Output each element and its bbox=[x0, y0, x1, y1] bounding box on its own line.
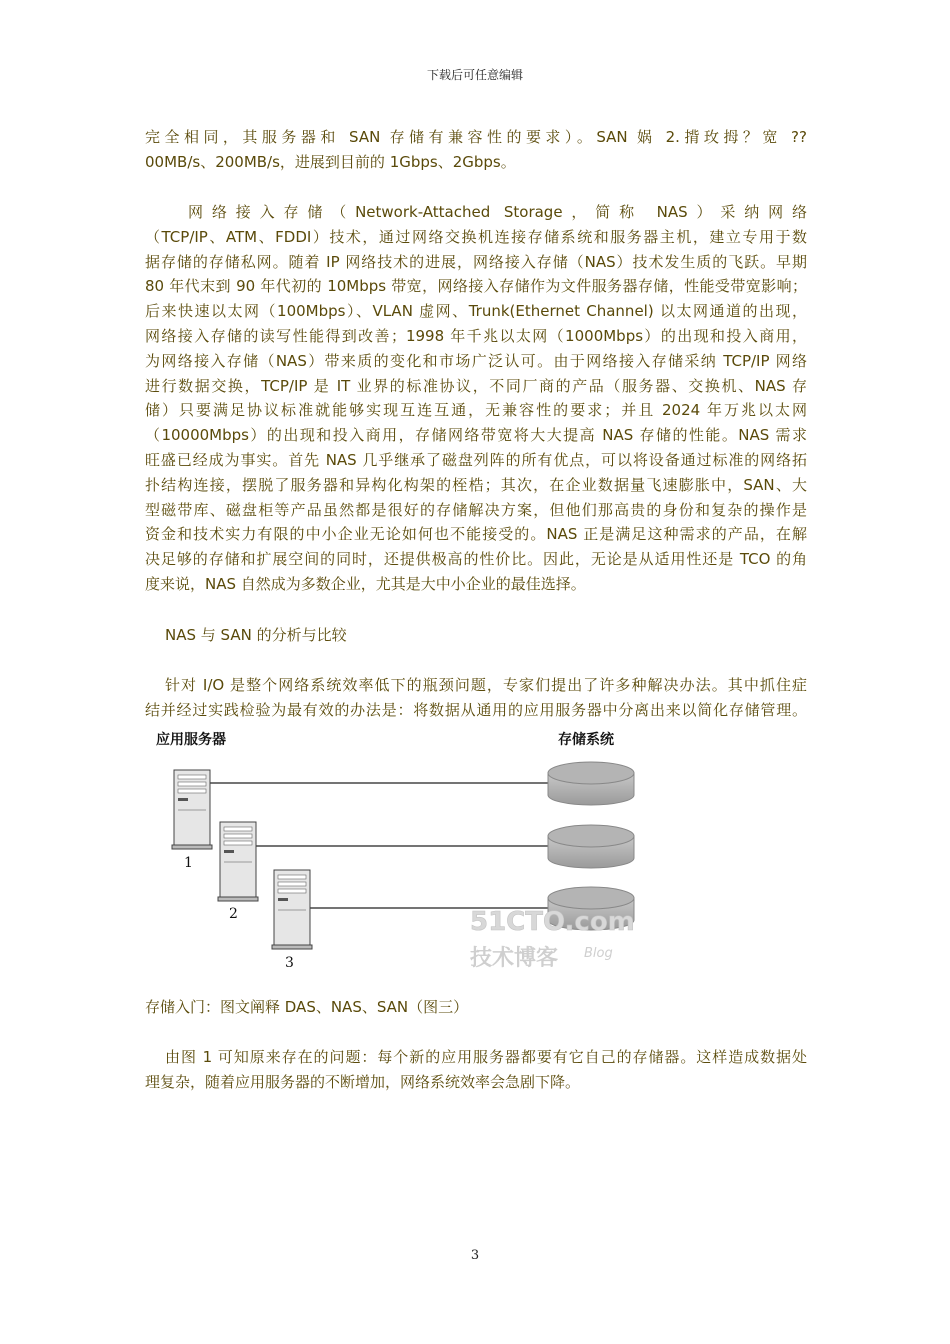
text-line: 扑结构连接，摆脱了服务器和异构化构架的桎梏；其次，在企业数据量飞速膨胀中，SAN、大 bbox=[145, 475, 807, 494]
text-line: 结并经过实践检验为最有效的办法是：将数据从通用的应用服务器中分离出来以简化存储管理。 bbox=[145, 700, 807, 719]
paragraph-san-bandwidth bbox=[145, 125, 807, 175]
text-line: 80 年代末到 90 年代初的 10Mbps 带宽，网络接入存储作为文件服务器存储，性能受带宽影响； bbox=[145, 277, 807, 296]
text-line: （10000Mbps）的出现和投入商用，存储网络带宽将大大提高 NAS 存储的性能。NAS 需求 bbox=[145, 426, 807, 445]
server-tower-1 bbox=[172, 770, 212, 849]
paragraph-figure-explanation bbox=[145, 1045, 807, 1095]
text-line: 进行数据交换，TCP/IP 是 IT 业界的标准协议，不同厂商的产品（服务器、交换机、NAS 存 bbox=[145, 376, 807, 395]
storage-disk-2 bbox=[548, 825, 634, 868]
server-label: 应用服务器 bbox=[156, 732, 226, 748]
watermark-main: 51CTO.com bbox=[470, 907, 635, 937]
section-heading: NAS 与 SAN 的分析与比较 bbox=[165, 626, 347, 644]
text-line: 储）只要满足协议标准就能够实现互连互通，无兼容性的要求；并且 2024 年万兆以太网 bbox=[145, 401, 807, 420]
server-tower-2 bbox=[218, 822, 258, 901]
text-line: 后来快速以太网（100Mbps）、VLAN 虚网、Trunk(Ethernet Channel) 以太网通道的出现， bbox=[145, 302, 807, 321]
watermark-blog: Blog bbox=[584, 946, 613, 961]
text-line: 型磁带库、磁盘柜等产品虽然都是很好的存储解决方案，但他们那高贵的身份和复杂的操作是 bbox=[145, 500, 807, 519]
page-number: 3 bbox=[470, 1248, 480, 1263]
server-number-1: 1 bbox=[184, 855, 193, 871]
watermark-sub: 技术博客 bbox=[470, 946, 559, 971]
text-line: （TCP/IP、ATM、FDDI）技术，通过网络交换机连接存储系统和服务器主机，建立专用于数 bbox=[145, 227, 807, 246]
server-tower-3 bbox=[272, 870, 312, 949]
text-line: 网络接入存储（Network-Attached Storage，简称 NAS）采纳网络 bbox=[188, 203, 807, 221]
text-line: 旺盛已经成为事实。首先 NAS 几乎继承了磁盘列阵的所有优点，可以将设备通过标准的网络拓 bbox=[145, 450, 807, 469]
text-line: 决足够的存储和扩展空间的同时，还提供极高的性价比。因此，无论是从适用性还是 TCO 的角 bbox=[145, 550, 807, 569]
text-line: 度来说，NAS 自然成为多数企业，尤其是大中小企业的最佳选择。 bbox=[145, 574, 586, 593]
das-diagram bbox=[148, 725, 648, 980]
paragraph-nas-intro bbox=[145, 200, 807, 597]
text-line: 网络接入存储的读写性能得到改善；1998 年千兆以太网（1000Mbps）的出现和投入商用， bbox=[145, 326, 807, 345]
text-line: 00MB/s、200MB/s，进展到目前的 1Gbps、2Gbps。 bbox=[145, 152, 516, 171]
text-line: 针对 I/O 是整个网络系统效率低下的瓶颈问题，专家们提出了许多种解决办法。其中抓住症 bbox=[165, 676, 807, 694]
diagram-graphics bbox=[148, 725, 648, 980]
text-line: 理复杂，随着应用服务器的不断增加，网络系统效率会急剧下降。 bbox=[145, 1072, 581, 1091]
paragraph-io-bottleneck bbox=[145, 673, 807, 723]
text-line: 为网络接入存储（NAS）带来质的变化和市场广泛认可。由于网络接入存储采纳 TCP/IP 网络 bbox=[145, 351, 807, 370]
text-line: 完全相同，其服务器和 SAN 存储有兼容性的要求）。SAN 娲 2.揹玫拇？宽 ?? bbox=[145, 128, 807, 146]
server-number-3: 3 bbox=[285, 955, 294, 971]
text-line: 据存储的存储私网。随着 IP 网络技术的进展，网络接入存储（NAS）技术发生质的飞跃。早期 bbox=[145, 252, 807, 271]
storage-label: 存储系统 bbox=[558, 732, 614, 748]
text-line: 资金和技术实力有限的中小企业无论如何也不能接受的。NAS 正是满足这种需求的产品，在解 bbox=[145, 525, 807, 544]
server-number-2: 2 bbox=[229, 906, 238, 922]
figure-caption: 存储入门：图文阐释 DAS、NAS、SAN（图三） bbox=[145, 998, 469, 1016]
page-header: 下载后可任意编辑 bbox=[426, 68, 523, 82]
text-line: 由图 1 可知原来存在的问题：每个新的应用服务器都要有它自己的存储器。这样造成数据处 bbox=[165, 1048, 807, 1066]
storage-disk-1 bbox=[548, 762, 634, 805]
